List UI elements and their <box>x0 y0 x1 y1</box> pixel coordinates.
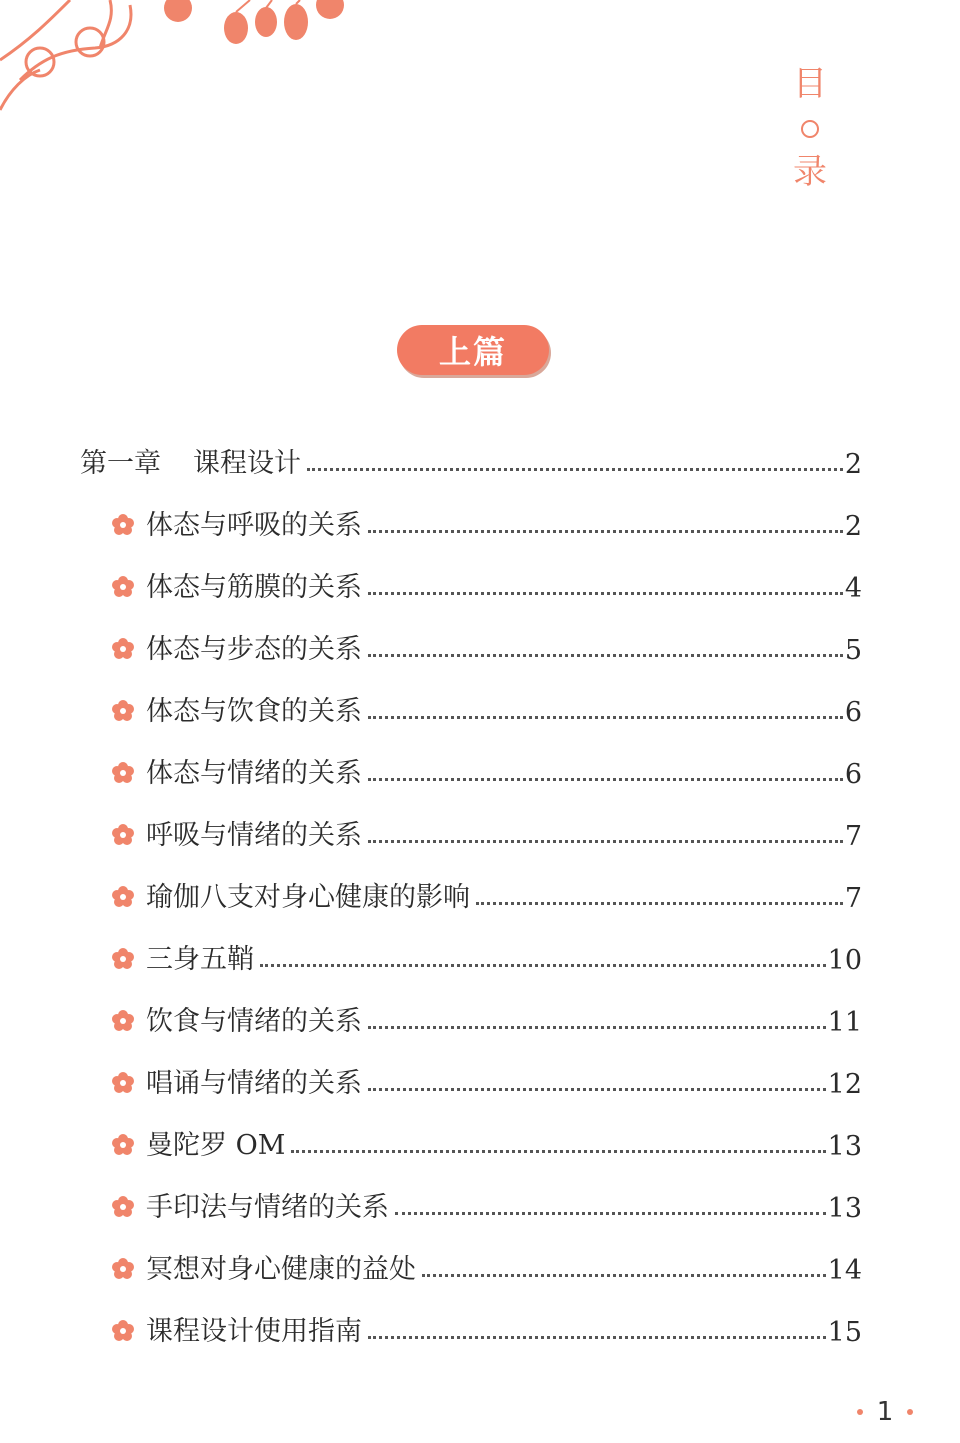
flower-icon <box>112 1196 134 1218</box>
entry-title: 体态与饮食的关系 <box>146 696 362 727</box>
toc-title <box>788 60 832 196</box>
entry-page: 6 <box>844 759 862 790</box>
entry-page: 7 <box>844 821 862 852</box>
leader-dots <box>476 902 843 905</box>
page-number-value: 1 <box>876 1397 894 1427</box>
flower-icon <box>112 700 134 722</box>
entry-page: 5 <box>844 635 862 666</box>
leader-dots <box>307 468 843 471</box>
toc-title-char-2: 录 <box>793 152 827 192</box>
entry-title: 冥想对身心健康的益处 <box>146 1254 416 1285</box>
chapter-row[interactable] <box>80 440 862 480</box>
chapter-page: 2 <box>844 449 862 480</box>
entry-title: 曼陀罗 OM <box>146 1130 286 1161</box>
leader-dots <box>395 1212 826 1215</box>
flower-icon <box>112 1320 134 1342</box>
entry-page: 13 <box>827 1131 862 1162</box>
toc-entry[interactable] <box>112 564 862 604</box>
entry-title: 饮食与情绪的关系 <box>146 1006 362 1037</box>
flower-icon <box>112 1010 134 1032</box>
flower-icon <box>112 1134 134 1156</box>
chapter-title: 课程设计 <box>193 448 301 479</box>
flower-icon <box>112 576 134 598</box>
flower-icon <box>112 948 134 970</box>
entry-title: 呼吸与情绪的关系 <box>146 820 362 851</box>
entry-page: 12 <box>827 1069 862 1100</box>
toc-entry[interactable] <box>112 936 862 976</box>
page-number <box>840 1392 930 1432</box>
entry-page: 6 <box>844 697 862 728</box>
toc-entry[interactable] <box>112 1122 862 1162</box>
entry-title: 三身五鞘 <box>146 944 254 975</box>
dot-icon <box>907 1409 913 1415</box>
entry-page: 2 <box>844 511 862 542</box>
toc-title-char-1: 目 <box>793 64 827 104</box>
leader-dots <box>368 1336 826 1339</box>
entry-page: 14 <box>827 1255 862 1286</box>
entry-title: 瑜伽八支对身心健康的影响 <box>146 882 470 913</box>
toc-entry[interactable] <box>112 998 862 1038</box>
entry-title: 手印法与情绪的关系 <box>146 1192 389 1223</box>
leader-dots <box>368 1026 826 1029</box>
leader-dots <box>291 1150 825 1153</box>
dot-icon <box>857 1409 863 1415</box>
flower-icon <box>112 514 134 536</box>
leader-dots <box>260 964 826 967</box>
floral-vine-decoration <box>0 0 360 120</box>
entry-title: 体态与情绪的关系 <box>146 758 362 789</box>
entry-page: 10 <box>827 945 862 976</box>
leader-dots <box>368 530 843 533</box>
chapter-label <box>80 441 301 480</box>
leader-dots <box>368 1088 826 1091</box>
flower-icon <box>112 824 134 846</box>
entry-title: 课程设计使用指南 <box>146 1316 362 1347</box>
circle-icon <box>801 120 819 138</box>
entry-page: 7 <box>844 883 862 914</box>
toc-entry[interactable] <box>112 750 862 790</box>
toc-entry[interactable] <box>112 874 862 914</box>
leader-dots <box>422 1274 826 1277</box>
toc-entry[interactable] <box>112 1246 862 1286</box>
flower-icon <box>112 886 134 908</box>
toc-entry[interactable] <box>112 1308 862 1348</box>
entry-page: 15 <box>827 1317 862 1348</box>
toc-entry[interactable] <box>112 626 862 666</box>
leader-dots <box>368 716 843 719</box>
toc-entry[interactable] <box>112 1060 862 1100</box>
entry-title: 体态与步态的关系 <box>146 634 362 665</box>
entry-page: 13 <box>827 1193 862 1224</box>
part-badge: 上篇 <box>397 325 549 375</box>
toc-entry[interactable] <box>112 1184 862 1224</box>
leader-dots <box>368 840 843 843</box>
entry-page: 4 <box>844 573 862 604</box>
chapter-number: 第一章 <box>80 448 161 479</box>
leader-dots <box>368 654 843 657</box>
flower-icon <box>112 638 134 660</box>
entry-title: 唱诵与情绪的关系 <box>146 1068 362 1099</box>
flower-icon <box>112 1072 134 1094</box>
entry-title: 体态与筋膜的关系 <box>146 572 362 603</box>
toc-entry[interactable] <box>112 502 862 542</box>
entry-title: 体态与呼吸的关系 <box>146 510 362 541</box>
entry-page: 11 <box>827 1007 862 1038</box>
leader-dots <box>368 778 843 781</box>
toc-entry[interactable] <box>112 812 862 852</box>
leader-dots <box>368 592 843 595</box>
flower-icon <box>112 1258 134 1280</box>
toc-entry[interactable] <box>112 688 862 728</box>
flower-icon <box>112 762 134 784</box>
